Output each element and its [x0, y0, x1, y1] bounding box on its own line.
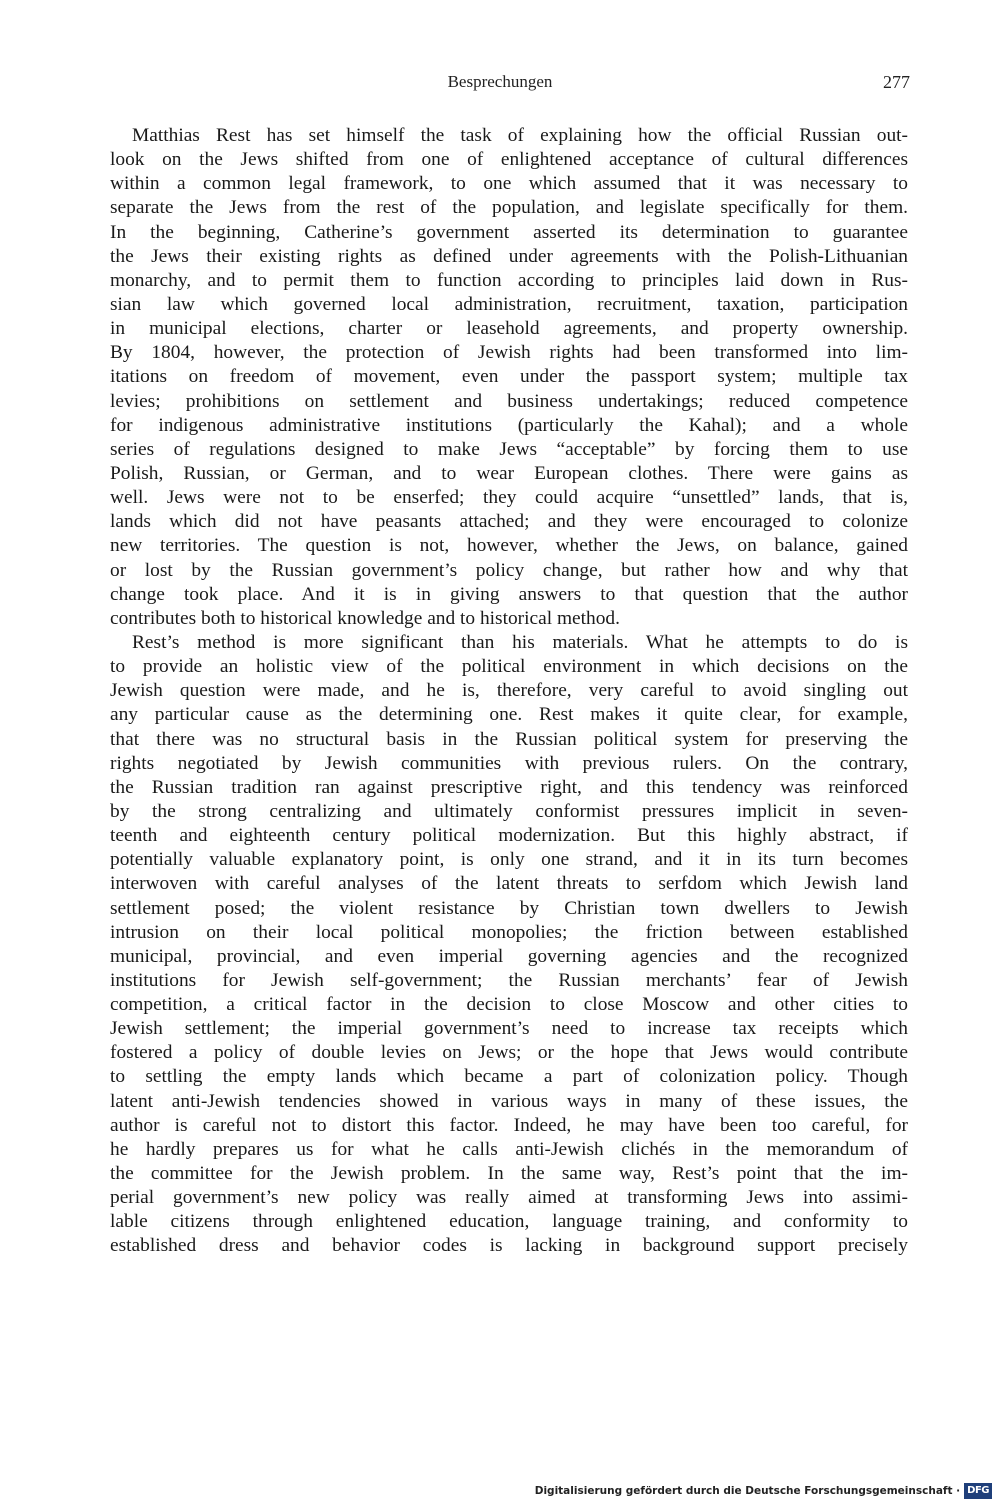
- text-line: change took place. And it is in giving answers to that question that the author: [110, 583, 908, 605]
- page-number: 277: [883, 72, 910, 92]
- text-line: series of regulations designed to make Jews “acceptable” by forcing them to use: [110, 438, 908, 460]
- text-line: settlement posed; the violent resistance by Christian town dwellers to Jewish: [110, 897, 908, 919]
- text-line: perial government’s new policy was really aimed at transforming Jews into assimi-: [110, 1187, 908, 1209]
- text-line: teenth and eighteenth century political modernization. But this highly abstract, if: [110, 825, 908, 847]
- text-line: the Russian tradition ran against prescriptive right, and this tendency was reinforced: [110, 776, 908, 798]
- text-line: for indigenous administrative institutions (particularly the Kahal); and a whole: [110, 414, 908, 436]
- text-line: or lost by the Russian government’s policy change, but rather how and why that: [110, 559, 908, 581]
- footer-credit: Digitalisierung gefördert durch die Deutsche Forschungsgemeinschaft ·: [534, 1485, 961, 1497]
- text-line: interwoven with careful analyses of the latent threats to serfdom which Jewish land: [110, 873, 908, 895]
- text-line: that there was no structural basis in the Russian political system for preserving the: [110, 728, 908, 750]
- text-line: the committee for the Jewish problem. In the same way, Rest’s point that the im-: [110, 1163, 908, 1185]
- digitization-footer: [535, 1481, 992, 1501]
- text-line: to provide an holistic view of the political environment in which decisions on the: [110, 656, 908, 678]
- text-line: In the beginning, Catherine’s government asserted its determination to guarantee: [110, 221, 908, 243]
- text-line: latent anti-Jewish tendencies showed in various ways in many of these issues, the: [110, 1090, 908, 1112]
- text-line: the Jews their existing rights as defined under agreements with the Polish-Lithuanian: [110, 245, 908, 267]
- text-line: separate the Jews from the rest of the population, and legislate specifically for them.: [110, 197, 908, 219]
- text-line: Matthias Rest has set himself the task of explaining how the official Russian out-: [132, 125, 908, 146]
- text-line: intrusion on their local political monopolies; the friction between established: [110, 921, 908, 943]
- text-line: levies; prohibitions on settlement and business undertakings; reduced competence: [110, 390, 908, 412]
- text-line: within a common legal framework, to one which assumed that it was necessary to: [110, 173, 908, 195]
- text-line: lable citizens through enlightened education, language training, and conformity to: [110, 1211, 908, 1233]
- text-line: to settling the empty lands which became a part of colonization policy. Though: [110, 1066, 908, 1088]
- text-line: Jewish question were made, and he is, therefore, very careful to avoid singling out: [110, 680, 908, 702]
- text-line: Polish, Russian, or German, and to wear European clothes. There were gains as: [110, 462, 908, 484]
- text-line: he hardly prepares us for what he calls anti-Jewish clichés in the memorandum of: [110, 1138, 908, 1160]
- text-line: look on the Jews shifted from one of enlightened acceptance of cultural differences: [110, 149, 908, 171]
- text-line: rights negotiated by Jewish communities with previous rulers. On the contrary,: [110, 752, 908, 774]
- review-body: [110, 124, 908, 1259]
- text-line: By 1804, however, the protection of Jewish rights had been transformed into lim-: [110, 342, 908, 364]
- text-line: institutions for Jewish self-government; the Russian merchants’ fear of Jewish: [110, 969, 908, 991]
- text-line: Rest’s method is more significant than his materials. What he attempts to do is: [132, 631, 908, 653]
- text-line: potentially valuable explanatory point, is only one strand, and it in its turn becomes: [110, 849, 908, 871]
- text-line: well. Jews were not to be enserfed; they could acquire “unsettled” lands, that is,: [110, 487, 908, 509]
- text-line: fostered a policy of double levies on Jews; or the hope that Jews would contribute: [110, 1042, 908, 1064]
- text-line: sian law which governed local administration, recruitment, taxation, participation: [110, 293, 908, 315]
- running-title: Besprechungen: [447, 72, 553, 91]
- text-line: municipal, provincial, and even imperial governing agencies and the recognized: [110, 945, 908, 967]
- text-line: competition, a critical factor in the decision to close Moscow and other cities to: [110, 994, 908, 1016]
- text-line: author is careful not to distort this factor. Indeed, he may have been too careful, for: [110, 1114, 908, 1136]
- dfg-logo-icon: DFG: [964, 1483, 992, 1499]
- text-line: itations on freedom of movement, even under the passport system; multiple tax: [110, 366, 908, 388]
- text-line: any particular cause as the determining one. Rest makes it quite clear, for example,: [110, 704, 908, 726]
- text-line: by the strong centralizing and ultimately conformist pressures implicit in seven-: [110, 800, 908, 822]
- text-line: lands which did not have peasants attached; and they were encouraged to colonize: [110, 511, 908, 533]
- text-line: Jewish settlement; the imperial government’s need to increase tax receipts which: [110, 1018, 908, 1040]
- text-line: new territories. The question is not, however, whether the Jews, on balance, gained: [110, 535, 908, 557]
- text-line: monarchy, and to permit them to function according to principles laid down in Rus-: [110, 269, 908, 291]
- text-line: established dress and behavior codes is lacking in background support precisely: [110, 1235, 908, 1257]
- text-line: contributes both to historical knowledge and to historical method.: [110, 607, 620, 629]
- text-line: in municipal elections, charter or leasehold agreements, and property ownership.: [110, 318, 908, 340]
